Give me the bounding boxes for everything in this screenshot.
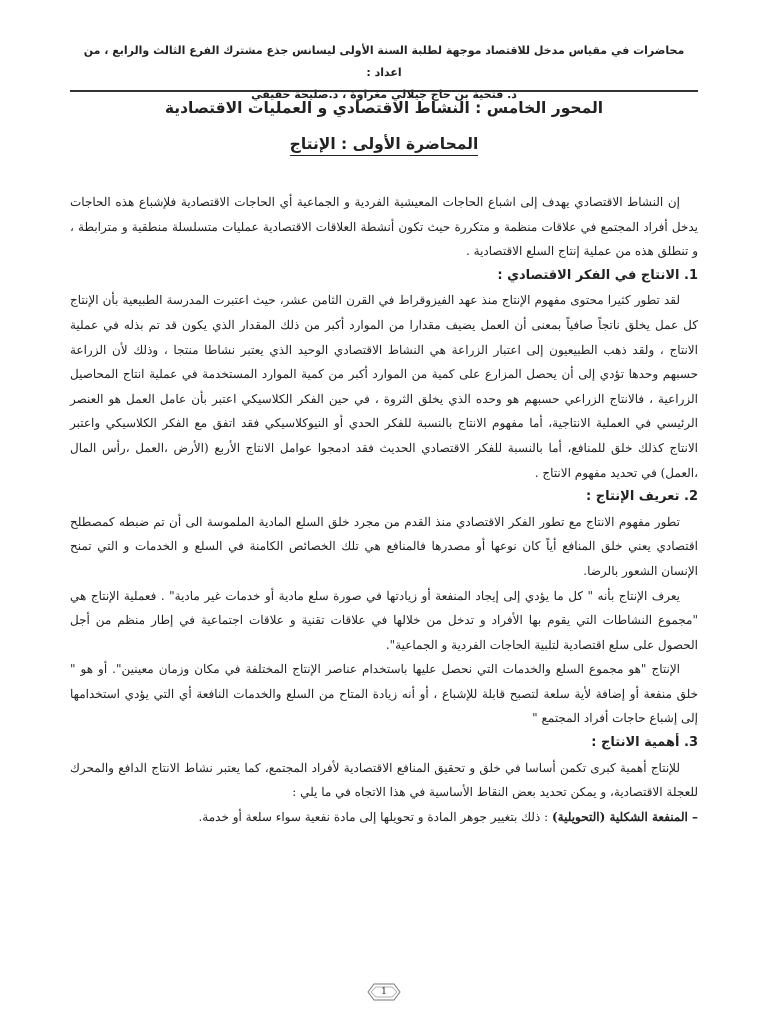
lecture-title: [70, 135, 698, 153]
document-body: [70, 190, 698, 829]
bullet-text: : ذلك بتغيير جوهر المادة و تحويلها إلى مادة نفعية سواء سلعة أو خدمة.: [198, 809, 552, 824]
page-number: 1: [381, 987, 387, 997]
section-3-paragraph: للإنتاج أهمية كبرى تكمن أساسا في خلق و تحقيق المنافع الاقتصادية لأفراد المجتمع، كما يعتبر نشاط الانتاج الدافع والمحرك للعجلة الاقتصادية، و يمكن تحديد بعض النقاط الأساسية في هذا الاتجاه في ما يلي :: [70, 760, 698, 800]
header-divider: [70, 90, 698, 92]
document-header: [70, 40, 698, 106]
intro-paragraph: إن النشاط الاقتصادي يهدف إلى اشباع الحاجات المعيشية الفردية و الجماعية أي الحاجات الاقتصادية فلإشباع هذه الحاجات يدخل أفراد المجتمع في علاقات منظمة و متكررة حيث تكون أنشطة العلاقات الاقتصادية عمليات متسلسلة منطقية و مترابطة ، و تنطلق هذه من عملية إنتاج السلع الاقتصادية .: [70, 195, 698, 259]
section-2-heading: 2. تعريف الإنتاج :: [585, 489, 698, 505]
section-3-bullet: [70, 805, 698, 830]
axis-title: المحور الخامس : النشاط الاقتصادي و العمليات الاقتصادية: [164, 99, 604, 117]
section-2-paragraph-3: الإنتاج "هو مجموع السلع والخدمات التي نحصل عليها باستخدام عناصر الإنتاج المختلفة في مكان وزمان معينين". أو هو " خلق منفعة أو إضافة لأية سلعة لتصبح قابلة للإشباع ، أو أنه زيادة المتاح من السلع والخدمات النافعة أي التي يؤدي استخدامها إلى إشباع حاجات أفراد المجتمع ": [70, 662, 698, 726]
header-course-line: محاضرات في مقياس مدخل للاقتصاد موجهة لطلبة السنة الأولى ليسانس جذع مشترك الفرع الثالث والرابع ، من اعداد :: [83, 44, 685, 79]
section-1-heading: 1. الانتاج في الفكر الاقتصادي :: [497, 267, 698, 283]
header-authors-line: د. فتحية بن حاج جيلالي مغراوة ، د.صليحة حفيفي: [251, 88, 517, 101]
page-number-ornament: [364, 980, 404, 1004]
bullet-label: – المنفعة الشكلية (التحويلية): [551, 809, 698, 824]
lecture-title-text: المحاضرة الأولى : الإنتاج: [290, 135, 479, 156]
section-2-paragraph-1: تطور مفهوم الانتاج مع تطور الفكر الاقتصادي منذ القدم من مجرد خلق السلع المادية الملموسة الى أن تم ضبطه كمصطلح اقتصادي يعني خلق المنافع أياً كان نوعها أو مصدرها فالمنافع هي تلك الخصائص الكامنة في السلع و الخدمات و التي تمنح الإنسان الشعور بالرضا.: [70, 514, 698, 578]
section-1-paragraph: لقد تطور كثيرا محتوى مفهوم الإنتاج منذ عهد الفيزوقراط في القرن الثامن عشر، حيث اعتبرت المدرسة الطبيعية بأن الإنتاج كل عمل يخلق ناتجاً صافياً بمعنى أن العمل يضيف مقدارا من الموارد أكبر من ذلك المقدار الذي يكون قد تم بذله في عملية الانتاج ، ولقد ذهب الطبيعيون إلى اعتبار الزراعة هي النشاط الاقتصادي الوحيد الذي يعتبر نشاطا منتجا ، وذلك لأن الزراعة حسبهم وحدها تؤدي إلى أن يحصل المزارع على كمية من الموارد أكبر من كمية الموارد المستخدمة في عملية انتاج المحاصيل الزراعية ، فالانتاج الزراعي حسبهم هو وحده الذي يخلق الثروة ، في حين الفكر الكلاسيكي اعتبر بأن عامل العمل هو العنصر الرئيسي في العملية الانتاجية، أما مفهوم الانتاج بالنسبة للفكر الحدي أو النيوكلاسيكي فقد اتفق مع الفكر الكلاسيكي واعتبر الانتاج كذلك خلق للمنافع، أما بالنسبة للفكر الاقتصادي الحديث فقد ادمجوا عوامل الانتاج الأربع (الأرض ،العمل ،رأس المال ،العمل) في تحديد مفهوم الانتاج .: [70, 293, 698, 480]
section-3-heading: 3. أهمية الانتاج :: [591, 735, 698, 751]
section-2-paragraph-2: يعرف الإنتاج بأنه " كل ما يؤدي إلى إيجاد المنفعة أو زيادتها في صورة سلع مادية أو خدمات غير مادية" . فعملية الإنتاج هي "مجموع النشاطات التي يقوم بها الأفراد و تدخل من خلالها في علاقات تقنية و علاقات اجتماعية في إطار منظم من أجل الحصول على سلع اقتصادية لتلبية الحاجات الفردية و الجماعية".: [70, 588, 698, 652]
